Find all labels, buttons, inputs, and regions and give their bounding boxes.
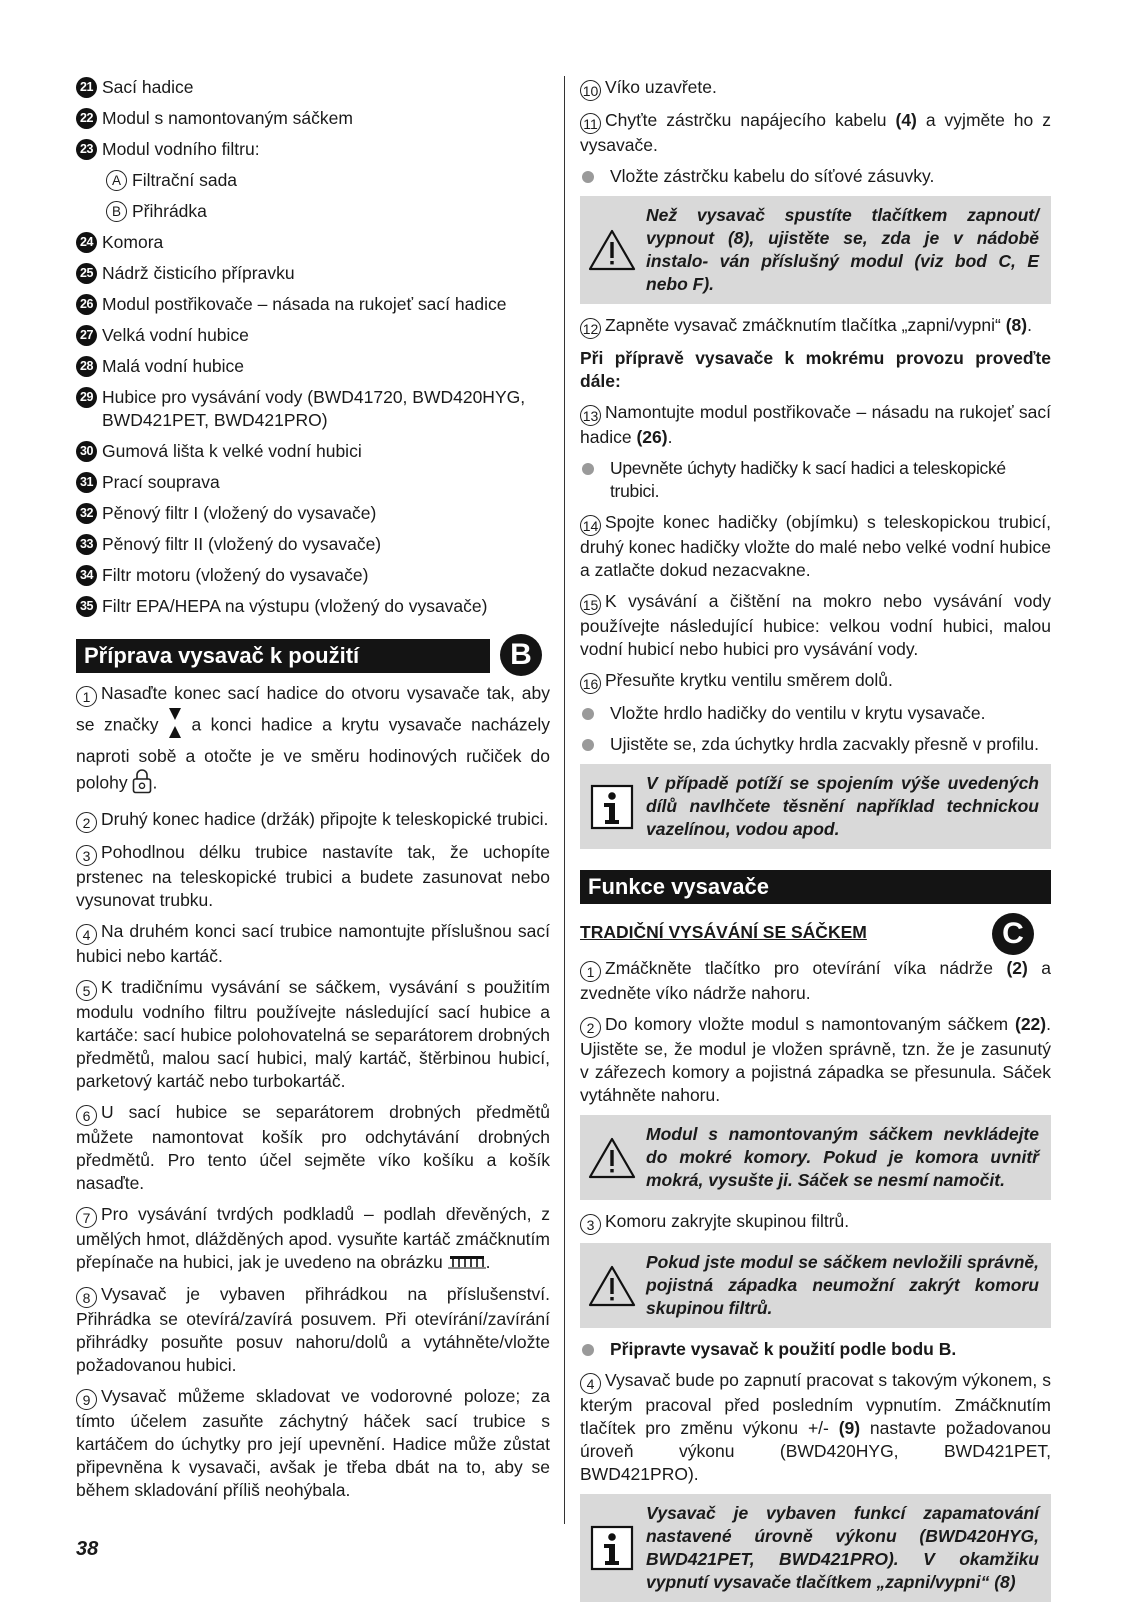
subheading-row (580, 913, 1051, 953)
warning-triangle-icon (586, 1137, 638, 1179)
column-divider (564, 76, 565, 1524)
warning-triangle-icon (586, 1265, 638, 1307)
legend-item: 34 Filtr motoru (vložený do vysavače) (76, 564, 550, 587)
brush-retracted-icon (448, 1252, 486, 1275)
step-b5: 5 K tradičnímu vysávání se sáčkem, vysávání s použitím modulu vodního filtru používejte následující sací hubice a kartáče: sací hubice polohovatelná se separátorem drobných předmětů, malou sací hubici, malý kartáč, štěrbinou hubicí, parketový kartáč nebo turbokartáč. (76, 977, 550, 1091)
legend-item: 30 Gumová lišta k velké vodní hubici (76, 440, 550, 463)
legend-item: 24 Komora (76, 231, 550, 254)
info-icon (586, 1525, 638, 1571)
step-b12: 12 Zapněte vysavač zmáčknutím tlačítka „zapni/vypni“ (8). (580, 314, 1051, 339)
legend-item: 35 Filtr EPA/HEPA na výstupu (vložený do vysavače) (76, 595, 550, 618)
legend-item: 32 Pěnový filtr I (vložený do vysavače) (76, 502, 550, 525)
section-c-title: Funkce vysavače (580, 870, 1051, 904)
step-b9: 9 Vysavač můžeme skladovat ve vodorovné poloze; za tímto účelem zasuňte záchytný háček sací trubice s kartáčem do úchytky pro její upevnění. Hadice může zůstat připevněna k vysavači, avšak je třeba dbát na to, aby se během skladování příliš neohýbala. (76, 1385, 550, 1500)
step-c4: 4 Vysavač bude po zapnutí pracovat s takovým výkonem, s kterým pracoval před posledním vypnutím. Zmáčknutím tlačítek pro změnu výkonu +/- (9) nastavte požadovanou úroveň výkonu (BWD420HYG, BWD421PET, BWD421PRO). (580, 1370, 1051, 1484)
legend-item: 33 Pěnový filtr II (vložený do vysavače) (76, 533, 550, 556)
bullet-item: Vložte hrdlo hadičky do ventilu v krytu vysavače. (580, 702, 1051, 725)
bullet-item: Připravte vysavač k použití podle bodu B. (580, 1338, 1051, 1361)
right-column (580, 76, 1051, 1612)
warning-triangle-icon (586, 229, 638, 271)
subheading: TRADIČNÍ VYSÁVÁNÍ SE SÁČKEM (580, 922, 867, 942)
info-box: Vysavač je vybaven funkcí zapamatování nastavené úrovně výkonu (BWD420HYG, BWD421PET, BWD421PRO). V okamžiku vypnutí vysavače tlačítkem „zapni/vypni“ (8) (580, 1494, 1051, 1602)
step-b13: 13 Namontujte modul postřikovače – násadu na rukojeť sací hadice (26). (580, 402, 1051, 447)
parts-legend (76, 76, 550, 618)
section-b-letter: B (500, 634, 542, 676)
bullet-item: Vložte zástrčku kabelu do síťové zásuvky. (580, 165, 1051, 188)
legend-subitem: A Filtrační sada (106, 169, 550, 192)
legend-item: 26 Modul postřikovače – násada na rukojeť sací hadice (76, 293, 550, 316)
legend-subitem: B Přihrádka (106, 200, 550, 223)
step-b11: 11 Chyťte zástrčku napájecího kabelu (4) a vyjměte ho z vysavače. (580, 110, 1051, 155)
bullet-item: Ujistěte se, zda úchytky hrdla zacvakly přesně v profilu. (580, 733, 1051, 756)
warning-box: Než vysavač spustíte tlačítkem zapnout/ vypnout (8), ujistěte se, zda je v nádobě instalo- ván příslušný modul (viz bod C, E nebo F). (580, 196, 1051, 304)
step-b8: 8 Vysavač je vybaven přihrádkou na příslušenství. Přihrádka se otevírá/zavírá posuvem. Při otevírání/zavírání přihrádky posuňte posuv nahoru/dolů a vytáhněte/vložte požadovanou hubici. (76, 1283, 550, 1375)
legend-item: 31 Prací souprava (76, 471, 550, 494)
left-column (76, 76, 550, 1510)
step-c3: 3 Komoru zakryjte skupinou filtrů. (580, 1210, 1051, 1235)
bullet-item: Upevněte úchyty hadičky k sací hadici a teleskopické trubici. (580, 457, 1051, 503)
legend-item: 29 Hubice pro vysávání vody (BWD41720, BWD420HYG, BWD421PET, BWD421PRO) (76, 386, 550, 432)
arrow-markers-icon (168, 707, 182, 745)
step-b16: 16 Přesuňte krytku ventilu směrem dolů. (580, 669, 1051, 694)
legend-item: 21 Sací hadice (76, 76, 550, 99)
section-c-header (580, 867, 1051, 905)
wet-mode-heading: Při přípravě vysavače k mokrému provozu proveďte dále: (580, 348, 1051, 391)
step-b14: 14 Spojte konec hadičky (objímku) s teleskopickou trubicí, druhý konec hadičky vložte do malé nebo velké vodní hubice a zatlačte dokud nezacvakne. (580, 512, 1051, 580)
warning-box: Pokud jste modul se sáčkem nevložili správně, pojistná západka neumožní zakrýt komoru skupinou filtrů. (580, 1243, 1051, 1328)
legend-item: 28 Malá vodní hubice (76, 355, 550, 378)
legend-item: 23 Modul vodního filtru: (76, 138, 550, 161)
step-b2: 2 Druhý konec hadice (držák) připojte k teleskopické trubici. (76, 808, 550, 833)
legend-item: 25 Nádrž čisticího přípravku (76, 262, 550, 285)
section-b-title: Příprava vysavač k použití (76, 639, 490, 673)
warning-box: Modul s namontovaným sáčkem nevkládejte do mokré komory. Pokud je komora uvnitř mokrá, vysušte ji. Sáček se nesmí namočit. (580, 1115, 1051, 1200)
lock-icon (132, 768, 152, 800)
legend-item: 22 Modul s namontovaným sáčkem (76, 107, 550, 130)
page-number: 38 (76, 1538, 99, 1560)
step-b10: 10 Víko uzavřete. (580, 76, 1051, 101)
info-box: V případě potíží se spojením výše uvedených dílů navlhčete těsnění například technickou vazelínou, vodou apod. (580, 764, 1051, 849)
step-c2: 2 Do komory vložte modul s namontovaným sáčkem (22). Ujistěte se, že modul je vložen správně, tzn. že je zasunutý v zářezech komory a pojistná západka se přesunula. Sáček vytáhněte nahoru. (580, 1014, 1051, 1105)
legend-item: 27 Velká vodní hubice (76, 324, 550, 347)
step-b4: 4 Na druhém konci sací trubice namontujte příslušnou sací hubici nebo kartáč. (76, 921, 550, 966)
section-b-header (76, 636, 550, 674)
section-c-letter: C (992, 913, 1034, 955)
step-b1: 1 Nasaďte konec sací hadice do otvoru vysavače tak, aby se značky a konci hadice a krytu vysavače nacházely naproti sobě a otočte je ve směru hodinových ručiček do polohy . (76, 682, 550, 800)
step-b6: 6 U sací hubice se separátorem drobných předmětů můžete namontovat košík pro odchytávání drobných předmětů. Pro tento účel sejměte víko košíku a košík nasaďte. (76, 1102, 550, 1193)
step-b7: 7 Pro vysávání tvrdých podkladů – podlah dřevěných, z umělých hmot, dlážděných apod. vysuňte kartáč zmáčknutím přepínače na hubici, jak je uvedeno na obrázku . (76, 1203, 550, 1275)
step-b15: 15 K vysávání a čištění na mokro nebo vysávání vody používejte následující hubice: velkou vodní hubici, malou vodní hubicí nebo hubici pro vysávání vody. (580, 591, 1051, 659)
info-icon (586, 784, 638, 830)
step-c1: 1 Zmáčkněte tlačítko pro otevírání víka nádrže (2) a zvedněte víko nádrže nahoru. (580, 958, 1051, 1003)
step-b3: 3 Pohodlnou délku trubice nastavíte tak, že uchopíte prstenec na teleskopické trubici a budete zasunovat nebo vysunovat trubku. (76, 842, 550, 910)
